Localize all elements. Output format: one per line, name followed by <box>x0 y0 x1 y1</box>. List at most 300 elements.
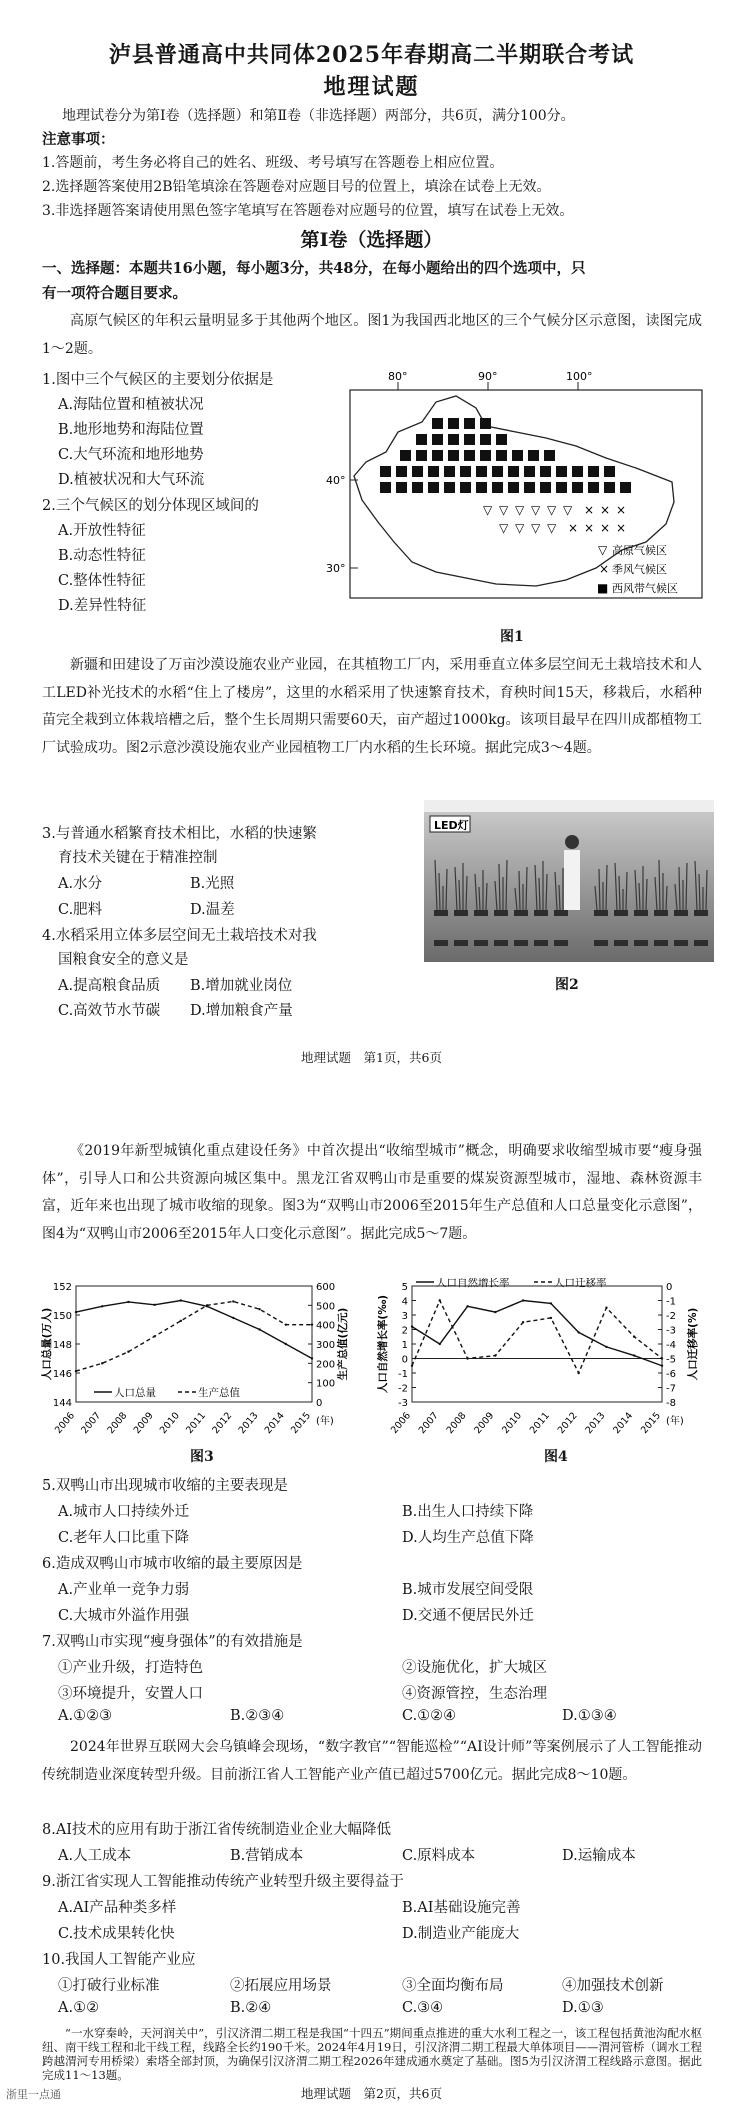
westerly-zone-marker <box>432 434 443 445</box>
option-d[interactable]: D.①③④ <box>562 1708 617 1724</box>
option-b[interactable]: B.光照 <box>190 876 235 892</box>
y-tick-label-right: 100 <box>316 1378 336 1390</box>
option-c[interactable]: C.高效节水节碳 <box>58 1003 161 1019</box>
option-a[interactable]: A.AI产品种类多样 <box>58 1900 177 1916</box>
westerly-zone-marker <box>444 482 455 493</box>
grow-tray <box>614 940 628 946</box>
data-point <box>439 1343 441 1345</box>
statement-item: ①产业升级，打造特色 <box>58 1660 203 1676</box>
data-point <box>494 1311 496 1313</box>
grow-tray <box>674 940 688 946</box>
figure-2-photo <box>424 800 714 962</box>
notice-item: 2.选择题答案使用2B铅笔填涂在答题卷对应题目号的位置上，填涂在试卷上无效。 <box>42 179 551 195</box>
westerly-zone-marker <box>480 418 491 429</box>
westerly-zone-marker <box>444 466 455 477</box>
option-a[interactable]: A.①②③ <box>58 1708 113 1724</box>
westerly-zone-marker <box>508 466 519 477</box>
question-4-cont: 国粮食安全的意义是 <box>58 952 189 968</box>
question-4: 4.水稻采用立体多层空间无土栽培技术对我 <box>42 928 317 944</box>
x-axis-label: (年) <box>666 1416 684 1427</box>
option-c[interactable]: C.③④ <box>402 2000 444 2016</box>
watermark: 浙里一点通 <box>6 2088 61 2101</box>
option-a[interactable]: A.产业单一竞争力弱 <box>58 1582 190 1598</box>
grow-tray <box>694 940 708 946</box>
data-point <box>206 1304 208 1306</box>
statement-item: ②设施优化，扩大城区 <box>402 1660 547 1676</box>
data-point <box>285 1323 287 1325</box>
x-tick-label: 2010 <box>500 1410 525 1436</box>
plateau-zone-marker: ▽ <box>547 521 557 535</box>
data-point <box>153 1335 155 1337</box>
figure-3-chart <box>40 1278 360 1448</box>
question-1: 1.图中三个气候区的主要划分依据是 <box>42 372 274 388</box>
option-b[interactable]: B.营销成本 <box>230 1848 304 1864</box>
westerly-zone-marker <box>492 466 503 477</box>
data-point <box>522 1299 524 1301</box>
westerly-zone-marker <box>432 418 443 429</box>
x-axis-label: (年) <box>316 1416 334 1427</box>
statement-item: ③环境提升，安置人口 <box>58 1686 203 1702</box>
y-tick-label-left: 146 <box>52 1369 72 1380</box>
legend-label: 人口自然增长率 <box>436 1278 510 1289</box>
lon-label: 80° <box>388 372 408 383</box>
section-instruction: 一、选择题：本题共16小题，每小题3分，共48分，在每小题给出的四个选项中，只 <box>42 260 586 277</box>
legend-label: 季风气候区 <box>612 563 667 576</box>
lon-label: 90° <box>478 372 498 383</box>
ceiling-lights <box>424 800 714 812</box>
westerly-zone-marker <box>448 434 459 445</box>
y-tick-label-left: 152 <box>52 1282 72 1293</box>
option-b[interactable]: B.动态性特征 <box>58 548 146 564</box>
q1-2-stem: 高原气候区的年积云量明显多于其他两个地区。图1为我国西北地区的三个气候分区示意图，读图完成1～2题。 <box>42 313 702 357</box>
plateau-zone-marker: ▽ <box>531 503 541 517</box>
option-d[interactable]: D.植被状况和大气环流 <box>58 472 205 488</box>
y-tick-label-right: 500 <box>316 1301 336 1313</box>
legend-label: 人口总量 <box>114 1387 156 1399</box>
grow-tray <box>454 940 468 946</box>
y-tick-label-left: -3 <box>398 1398 408 1409</box>
westerly-zone-marker <box>512 450 523 461</box>
y-tick-label-right: 600 <box>316 1282 336 1293</box>
option-d[interactable]: D.增加粮食产量 <box>190 1003 293 1019</box>
exam-title: 泸县普通高中共同体2025年春期高二半期联合考试 <box>108 42 635 68</box>
question-6: 6.造成双鸭山市城市收缩的最主要原因是 <box>42 1556 303 1572</box>
notice-item: 1.答题前，考生务必将自己的姓名、班级、考号填写在答题卷上相应位置。 <box>42 155 504 171</box>
westerly-zone-marker <box>492 482 503 493</box>
monsoon-zone-marker: × <box>600 521 611 535</box>
y-tick-label-right: 300 <box>316 1340 336 1351</box>
data-point <box>605 1346 607 1348</box>
y-axis-label-left: 人口总量(万人) <box>41 1307 53 1381</box>
plateau-zone-marker: ▽ <box>531 521 541 535</box>
y-tick-label-right: 0 <box>316 1398 323 1409</box>
westerly-zone-marker <box>396 466 407 477</box>
data-point <box>232 1300 234 1302</box>
option-c[interactable]: C.老年人口比重下降 <box>58 1530 190 1546</box>
x-tick-label: 2008 <box>444 1410 469 1436</box>
y-tick-label-left: 1 <box>401 1340 408 1351</box>
westerly-zone-marker <box>528 450 539 461</box>
option-d[interactable]: D.人均生产总值下降 <box>402 1530 534 1546</box>
westerly-zone-marker <box>496 450 507 461</box>
y-tick-label-right: -7 <box>666 1383 676 1395</box>
westerly-zone-marker <box>496 434 507 445</box>
section-instruction: 有一项符合题目要求。 <box>42 285 187 302</box>
option-d[interactable]: D.交通不便居民外迁 <box>402 1608 534 1624</box>
y-tick-label-left: -1 <box>398 1369 408 1380</box>
data-point <box>466 1305 468 1307</box>
plateau-zone-marker: ▽ <box>563 503 573 517</box>
westerly-zone-marker <box>400 450 411 461</box>
data-point <box>494 1354 496 1356</box>
series-line <box>76 1301 312 1371</box>
plateau-zone-marker: ▽ <box>547 503 557 517</box>
statement-item: ④加强技术创新 <box>562 1978 664 1994</box>
legend-label: 高原气候区 <box>612 544 667 557</box>
data-point <box>661 1365 663 1367</box>
data-point <box>550 1317 552 1319</box>
data-point <box>439 1299 441 1301</box>
option-c[interactable]: C.原料成本 <box>402 1848 476 1864</box>
westerly-zone-marker <box>588 466 599 477</box>
worker-figure <box>564 850 580 910</box>
x-tick-label: 2006 <box>53 1410 78 1436</box>
westerly-zone-marker <box>556 466 567 477</box>
grow-tray <box>634 940 648 946</box>
lat-label: 40° <box>326 474 346 487</box>
x-tick-label: 2014 <box>611 1410 636 1436</box>
grow-tray <box>594 940 608 946</box>
q3-4-stem: 新疆和田建设了万亩沙漠设施农业产业园，在其植物工厂内，采用垂直立体多层空间无土栽培技术和人工LED补光技术的水稻“住上了楼房”，这里的水稻采用了快速繁育技术，育秧时间15天，移栽后，水稻种苗完全栽到立体栽培槽之后，整个生长周期只需要60天，亩产超过1000kg。该项目最早在四川成都植物工厂试验成功。图2示意沙漠设施农业产业园植物工厂内水稻的生长环境。据此完成3～4题。 <box>42 657 702 756</box>
lon-label: 100° <box>566 372 593 383</box>
option-b[interactable]: B.AI基础设施完善 <box>402 1900 521 1916</box>
x-tick-label: 2011 <box>527 1410 552 1436</box>
data-point <box>466 1357 468 1359</box>
data-point <box>127 1301 129 1303</box>
plot-frame <box>412 1286 662 1402</box>
plateau-zone-marker: ▽ <box>515 503 525 517</box>
plateau-zone-marker: ▽ <box>515 521 525 535</box>
x-tick-label: 2012 <box>210 1410 235 1436</box>
y-tick-label-right: -6 <box>666 1369 676 1380</box>
page-footer: 地理试题 第1页，共6页 <box>301 1050 442 1065</box>
y-axis-label-left: 人口自然增长率(‰) <box>377 1294 389 1394</box>
grow-tray <box>514 940 528 946</box>
grow-tray <box>434 940 448 946</box>
monsoon-zone-marker: × <box>600 503 611 517</box>
plateau-zone-marker: ▽ <box>499 521 509 535</box>
option-b[interactable]: B.出生人口持续下降 <box>402 1504 534 1520</box>
westerly-zone-marker <box>508 482 519 493</box>
option-b[interactable]: B.增加就业岗位 <box>190 978 293 994</box>
x-tick-label: 2009 <box>131 1410 156 1436</box>
data-point <box>101 1305 103 1307</box>
q5-7-stem: 《2019年新型城镇化重点建设任务》中首次提出“收缩型城市”概念，明确要求收缩型城市要“瘦身强体”，引导人口和公共资源向城区集中。黑龙江省双鸭山市是重要的煤炭资源型城市，湿地、森林资源丰富，近年来也出现了城市收缩的现象。图3为“双鸭山市2006至2015年生产总值和人口总量变化示意图”，图4为“双鸭山市2006至2015年人口变化示意图”。据此完成5～7题。 <box>42 1143 702 1242</box>
westerly-zone-marker <box>448 418 459 429</box>
monsoon-zone-marker: × <box>616 521 627 535</box>
option-a[interactable]: A.海陆位置和植被状况 <box>58 397 204 413</box>
data-point <box>285 1343 287 1345</box>
westerly-zone-marker <box>412 466 423 477</box>
y-tick-label-right: -2 <box>666 1311 676 1322</box>
y-tick-label-left: 144 <box>52 1398 72 1409</box>
series-line <box>412 1301 662 1374</box>
q8-10-stem: 2024年世界互联网大会乌镇峰会现场，“数字教官”“智能巡检”“AI设计师”等案例展示了人工智能推动传统制造业深度转型升级。目前浙江省人工智能产业产值已超过5700亿元。据此完成8～10题。 <box>42 1739 702 1783</box>
option-a[interactable]: A.城市人口持续外迁 <box>58 1504 190 1520</box>
westerly-zone-marker <box>572 466 583 477</box>
x-tick-label: 2008 <box>105 1410 130 1436</box>
x-tick-label: 2006 <box>389 1410 414 1436</box>
data-point <box>633 1354 635 1356</box>
question-3-cont: 育技术关键在于精准控制 <box>58 850 218 866</box>
figure-2-caption: 图2 <box>555 977 579 993</box>
x-tick-label: 2013 <box>236 1410 261 1436</box>
y-tick-label-right: -4 <box>666 1340 676 1351</box>
westerly-zone-marker <box>588 482 599 493</box>
y-tick-label-left: 2 <box>401 1325 408 1337</box>
y-tick-label-left: 4 <box>401 1296 408 1308</box>
y-tick-label-right: 0 <box>666 1282 673 1293</box>
lat-label: 30° <box>326 562 346 575</box>
figure-3-caption: 图3 <box>190 1449 214 1465</box>
westerly-zone-marker <box>460 482 471 493</box>
statement-item: ③全面均衡布局 <box>402 1978 504 1994</box>
westerly-zone-marker <box>464 450 475 461</box>
question-9: 9.浙江省实现人工智能推动传统产业转型升级主要得益于 <box>42 1874 404 1890</box>
grow-tray <box>634 910 648 916</box>
monsoon-zone-marker: × <box>584 521 595 535</box>
plateau-zone-marker: ▽ <box>483 503 493 517</box>
westerly-zone-marker <box>448 450 459 461</box>
option-a[interactable]: A.人工成本 <box>58 1848 132 1864</box>
x-tick-label: 2007 <box>416 1410 441 1436</box>
question-5: 5.双鸭山市出现城市收缩的主要表现是 <box>42 1478 288 1494</box>
option-c[interactable]: C.大城市外溢作用强 <box>58 1608 190 1624</box>
question-7: 7.双鸭山市实现“瘦身强体”的有效措施是 <box>42 1634 303 1650</box>
x-tick-label: 2007 <box>79 1410 104 1436</box>
y-tick-label-left: 5 <box>401 1282 408 1293</box>
grow-tray <box>654 910 668 916</box>
option-b[interactable]: B.城市发展空间受限 <box>402 1582 534 1598</box>
option-d[interactable]: D.差异性特征 <box>58 598 147 614</box>
grow-tray <box>494 940 508 946</box>
option-b[interactable]: B.②④ <box>230 2000 272 2016</box>
data-point <box>180 1299 182 1301</box>
westerly-zone-marker <box>524 466 535 477</box>
data-point <box>311 1323 313 1325</box>
y-tick-label-left: -2 <box>398 1383 408 1395</box>
legend-symbol: ▽ <box>598 543 608 557</box>
westerly-zone-marker <box>380 482 391 493</box>
x-tick-label: 2015 <box>289 1410 314 1436</box>
option-c[interactable]: C.①②④ <box>402 1708 457 1724</box>
worker-head <box>565 835 579 849</box>
question-8: 8.AI技术的应用有助于浙江省传统制造业企业大幅降低 <box>42 1822 392 1838</box>
legend-label: 人口迁移率 <box>554 1278 607 1289</box>
grow-tray <box>554 940 568 946</box>
westerly-zone-marker <box>460 466 471 477</box>
plateau-zone-marker: ▽ <box>499 503 509 517</box>
grow-tray <box>474 910 488 916</box>
page-footer: 地理试题 第2页，共6页 <box>301 2086 442 2101</box>
figure-1-caption: 图1 <box>500 629 524 645</box>
data-point <box>258 1308 260 1310</box>
westerly-zone-marker <box>556 482 567 493</box>
option-c[interactable]: C.大气环流和地形地势 <box>58 447 204 463</box>
grow-tray <box>614 910 628 916</box>
monsoon-zone-marker: × <box>568 521 579 535</box>
legend-symbol: ■ <box>597 581 609 595</box>
option-d[interactable]: D.运输成本 <box>562 1848 636 1864</box>
x-tick-label: 2010 <box>157 1410 182 1436</box>
y-tick-label-right: -1 <box>666 1296 676 1308</box>
notice-item: 3.非选择题答案请使用黑色签字笔填写在答题卷对应题号的位置，填写在试卷上无效。 <box>42 203 574 219</box>
data-point <box>522 1321 524 1323</box>
y-tick-label-right: 200 <box>316 1359 336 1371</box>
series-line <box>76 1301 312 1359</box>
westerly-zone-marker <box>572 482 583 493</box>
option-b[interactable]: B.地形地势和海陆位置 <box>58 422 204 438</box>
grow-tray <box>474 940 488 946</box>
westerly-zone-marker <box>464 418 475 429</box>
y-tick-label-left: 148 <box>52 1340 72 1351</box>
page-gap <box>0 1080 743 1100</box>
grow-tray <box>654 940 668 946</box>
data-point <box>661 1357 663 1359</box>
option-d[interactable]: D.制造业产能庞大 <box>402 1926 520 1942</box>
grow-tray <box>674 910 688 916</box>
grow-tray <box>514 910 528 916</box>
figure-1-map <box>326 372 716 620</box>
data-point <box>577 1331 579 1333</box>
statement-item: ②拓展应用场景 <box>230 1978 332 1994</box>
question-2: 2.三个气候区的划分体现区域间的 <box>42 498 259 514</box>
x-tick-label: 2011 <box>184 1410 209 1436</box>
data-point <box>75 1311 77 1313</box>
option-d[interactable]: D.温差 <box>190 902 235 918</box>
exam-page-2 <box>0 1100 743 2104</box>
y-tick-label-right: -3 <box>666 1325 676 1337</box>
data-point <box>101 1362 103 1364</box>
option-a[interactable]: A.提高粮食品质 <box>58 978 161 994</box>
figure-4-caption: 图4 <box>544 1449 568 1465</box>
option-c[interactable]: C.技术成果转化快 <box>58 1926 175 1942</box>
question-10: 10.我国人工智能产业应 <box>42 1952 196 1968</box>
data-point <box>577 1372 579 1374</box>
monsoon-zone-marker: × <box>584 503 595 517</box>
y-tick-label-left: 3 <box>401 1311 408 1322</box>
westerly-zone-marker <box>540 466 551 477</box>
westerly-zone-marker <box>476 482 487 493</box>
option-b[interactable]: B.②③④ <box>230 1708 285 1724</box>
grow-tray <box>494 910 508 916</box>
figure-4-chart <box>376 1278 706 1448</box>
x-tick-label: 2013 <box>583 1410 608 1436</box>
westerly-zone-marker <box>604 466 615 477</box>
data-point <box>633 1336 635 1338</box>
westerly-zone-marker <box>604 482 615 493</box>
data-point <box>411 1365 413 1367</box>
y-axis-label-right: 生产总值(亿元) <box>337 1307 349 1381</box>
option-a[interactable]: A.水分 <box>58 876 103 892</box>
westerly-zone-marker <box>480 434 491 445</box>
data-point <box>127 1351 129 1353</box>
q11-13-stem: “一水穿秦岭，天河润关中”，引汉济渭二期工程是我国“十四五”期间重点推进的重大水利工程之一，该工程包括黄池沟配水枢纽、南干线工程和北干线工程，线路全长约190千米。2024年4月19日，引汉济渭二期工程最大单体项目——渭河管桥（调水工程跨越渭河专用桥梁）索塔全部封顶，为确保引汉济渭二期工程2026年建成通水奠定了基础。图5为引汉济渭工程线路示意图。据此完成11～13题。 <box>42 2026 702 2082</box>
data-point <box>75 1370 77 1372</box>
x-tick-label: 2014 <box>262 1410 287 1436</box>
data-point <box>411 1325 413 1327</box>
westerly-zone-marker <box>480 450 491 461</box>
westerly-zone-marker <box>428 482 439 493</box>
grow-tray <box>554 910 568 916</box>
grow-tray <box>594 910 608 916</box>
statement-item: ①打破行业标准 <box>58 1978 160 1994</box>
option-c[interactable]: C.整体性特征 <box>58 573 146 589</box>
westerly-zone-marker <box>428 466 439 477</box>
y-tick-label-right: -8 <box>666 1398 676 1409</box>
data-point <box>550 1302 552 1304</box>
y-tick-label-right: -5 <box>666 1354 676 1366</box>
data-point <box>605 1307 607 1309</box>
section-title: 第Ⅰ卷（选择题） <box>300 229 443 251</box>
grow-tray <box>534 940 548 946</box>
westerly-zone-marker <box>544 450 555 461</box>
option-a[interactable]: A.开放性特征 <box>58 523 146 539</box>
westerly-zone-marker <box>540 482 551 493</box>
question-3: 3.与普通水稻繁育技术相比，水稻的快速繁 <box>42 826 317 842</box>
westerly-zone-marker <box>620 482 631 493</box>
y-axis-label-right: 人口迁移率(%) <box>687 1307 699 1381</box>
exam-intro: 地理试卷分为第Ⅰ卷（选择题）和第Ⅱ卷（非选择题）两部分，共6页，满分100分。 <box>62 108 575 124</box>
statement-item: ④资源管控，生态治理 <box>402 1686 547 1702</box>
grow-tray <box>434 910 448 916</box>
legend-label: 西风带气候区 <box>612 582 678 595</box>
led-label: LED灯 <box>434 819 469 832</box>
westerly-zone-marker <box>476 466 487 477</box>
y-tick-label-left: 150 <box>52 1311 72 1322</box>
data-point <box>258 1328 260 1330</box>
legend-symbol: × <box>599 562 610 576</box>
grow-tray <box>694 910 708 916</box>
westerly-zone-marker <box>396 482 407 493</box>
exam-subtitle: 地理试题 <box>323 74 420 100</box>
notice-title: 注意事项： <box>42 131 115 148</box>
x-tick-label: 2015 <box>639 1410 664 1436</box>
westerly-zone-marker <box>432 450 443 461</box>
grow-tray <box>454 910 468 916</box>
westerly-zone-marker <box>416 434 427 445</box>
series-line <box>412 1301 662 1366</box>
grow-tray <box>534 910 548 916</box>
data-point <box>232 1317 234 1319</box>
westerly-zone-marker <box>380 466 391 477</box>
westerly-zone-marker <box>524 482 535 493</box>
westerly-zone-marker <box>416 450 427 461</box>
data-point <box>153 1304 155 1306</box>
option-a[interactable]: A.①② <box>58 2000 100 2016</box>
westerly-zone-marker <box>464 434 475 445</box>
x-tick-label: 2012 <box>555 1410 580 1436</box>
x-tick-label: 2009 <box>472 1410 497 1436</box>
legend-label: 生产总值 <box>198 1387 240 1399</box>
y-tick-label-right: 400 <box>316 1320 336 1332</box>
option-c[interactable]: C.肥料 <box>58 902 103 918</box>
monsoon-zone-marker: × <box>616 503 627 517</box>
westerly-zone-marker <box>412 482 423 493</box>
y-tick-label-left: 0 <box>401 1354 408 1366</box>
data-point <box>311 1357 313 1359</box>
option-d[interactable]: D.①③ <box>562 2000 604 2016</box>
